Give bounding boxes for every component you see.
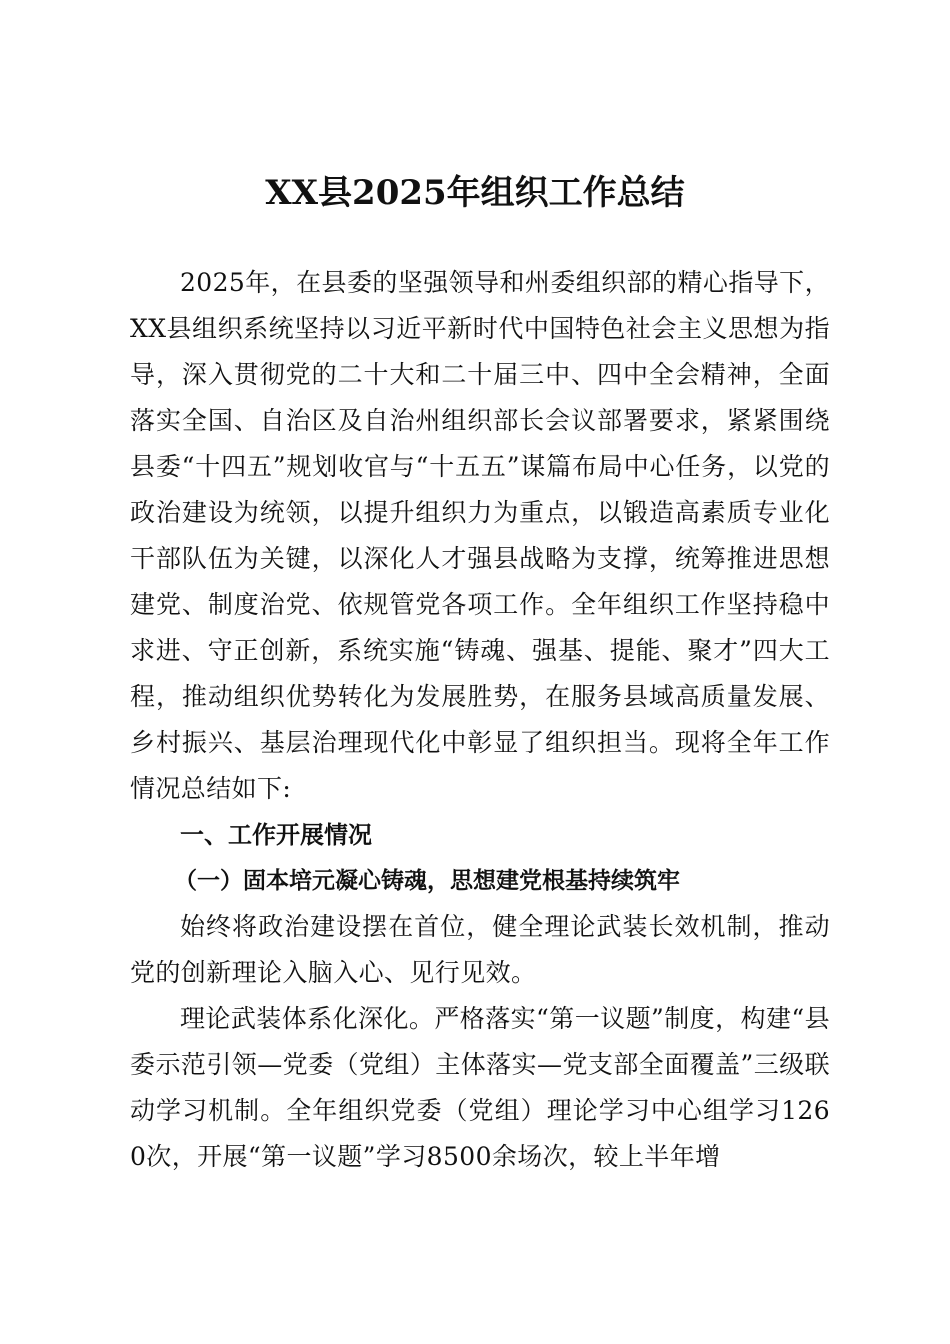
subsection-intro-paragraph: 始终将政治建设摆在首位，健全理论武装长效机制，推动党的创新理论入脑入心、见行见效。 [130,912,830,987]
document-body [130,260,830,1180]
theory-study-paragraph: 理论武装体系化深化。严格落实“第一议题”制度，构建“县委示范引领—党委（党组）主体落实—党支部全面覆盖”三级联动学习机制。全年组织党委（党组）理论学习中心组学习1260次，开展“第一议题”学习8500余场次，较上半年增 [130,1004,830,1171]
document-title: XX县2025年组织工作总结 [265,173,685,213]
intro-paragraph: 2025年，在县委的坚强领导和州委组织部的精心指导下，XX县组织系统坚持以习近平新时代中国特色社会主义思想为指导，深入贯彻党的二十大和二十届三中、四中全会精神，全面落实全国、自治区及自治州组织部长会议部署要求，紧紧围绕县委“十四五”规划收官与“十五五”谋篇布局中心任务，以党的政治建设为统领，以提升组织力为重点，以锻造高素质专业化干部队伍为关键，以深化人才强县战略为支撑，统筹推进思想建党、制度治党、依规管党各项工作。全年组织工作坚持稳中求进、守正创新，系统实施“铸魂、强基、提能、聚才”四大工程，推动组织优势转化为发展胜势，在服务县域高质量发展、乡村振兴、基层治理现代化中彰显了组织担当。现将全年工作情况总结如下: [130,268,830,803]
section-heading: 一、工作开展情况 [180,821,372,849]
subsection-heading: （一）固本培元凝心铸魂，思想建党根基持续筑牢 [174,868,680,894]
